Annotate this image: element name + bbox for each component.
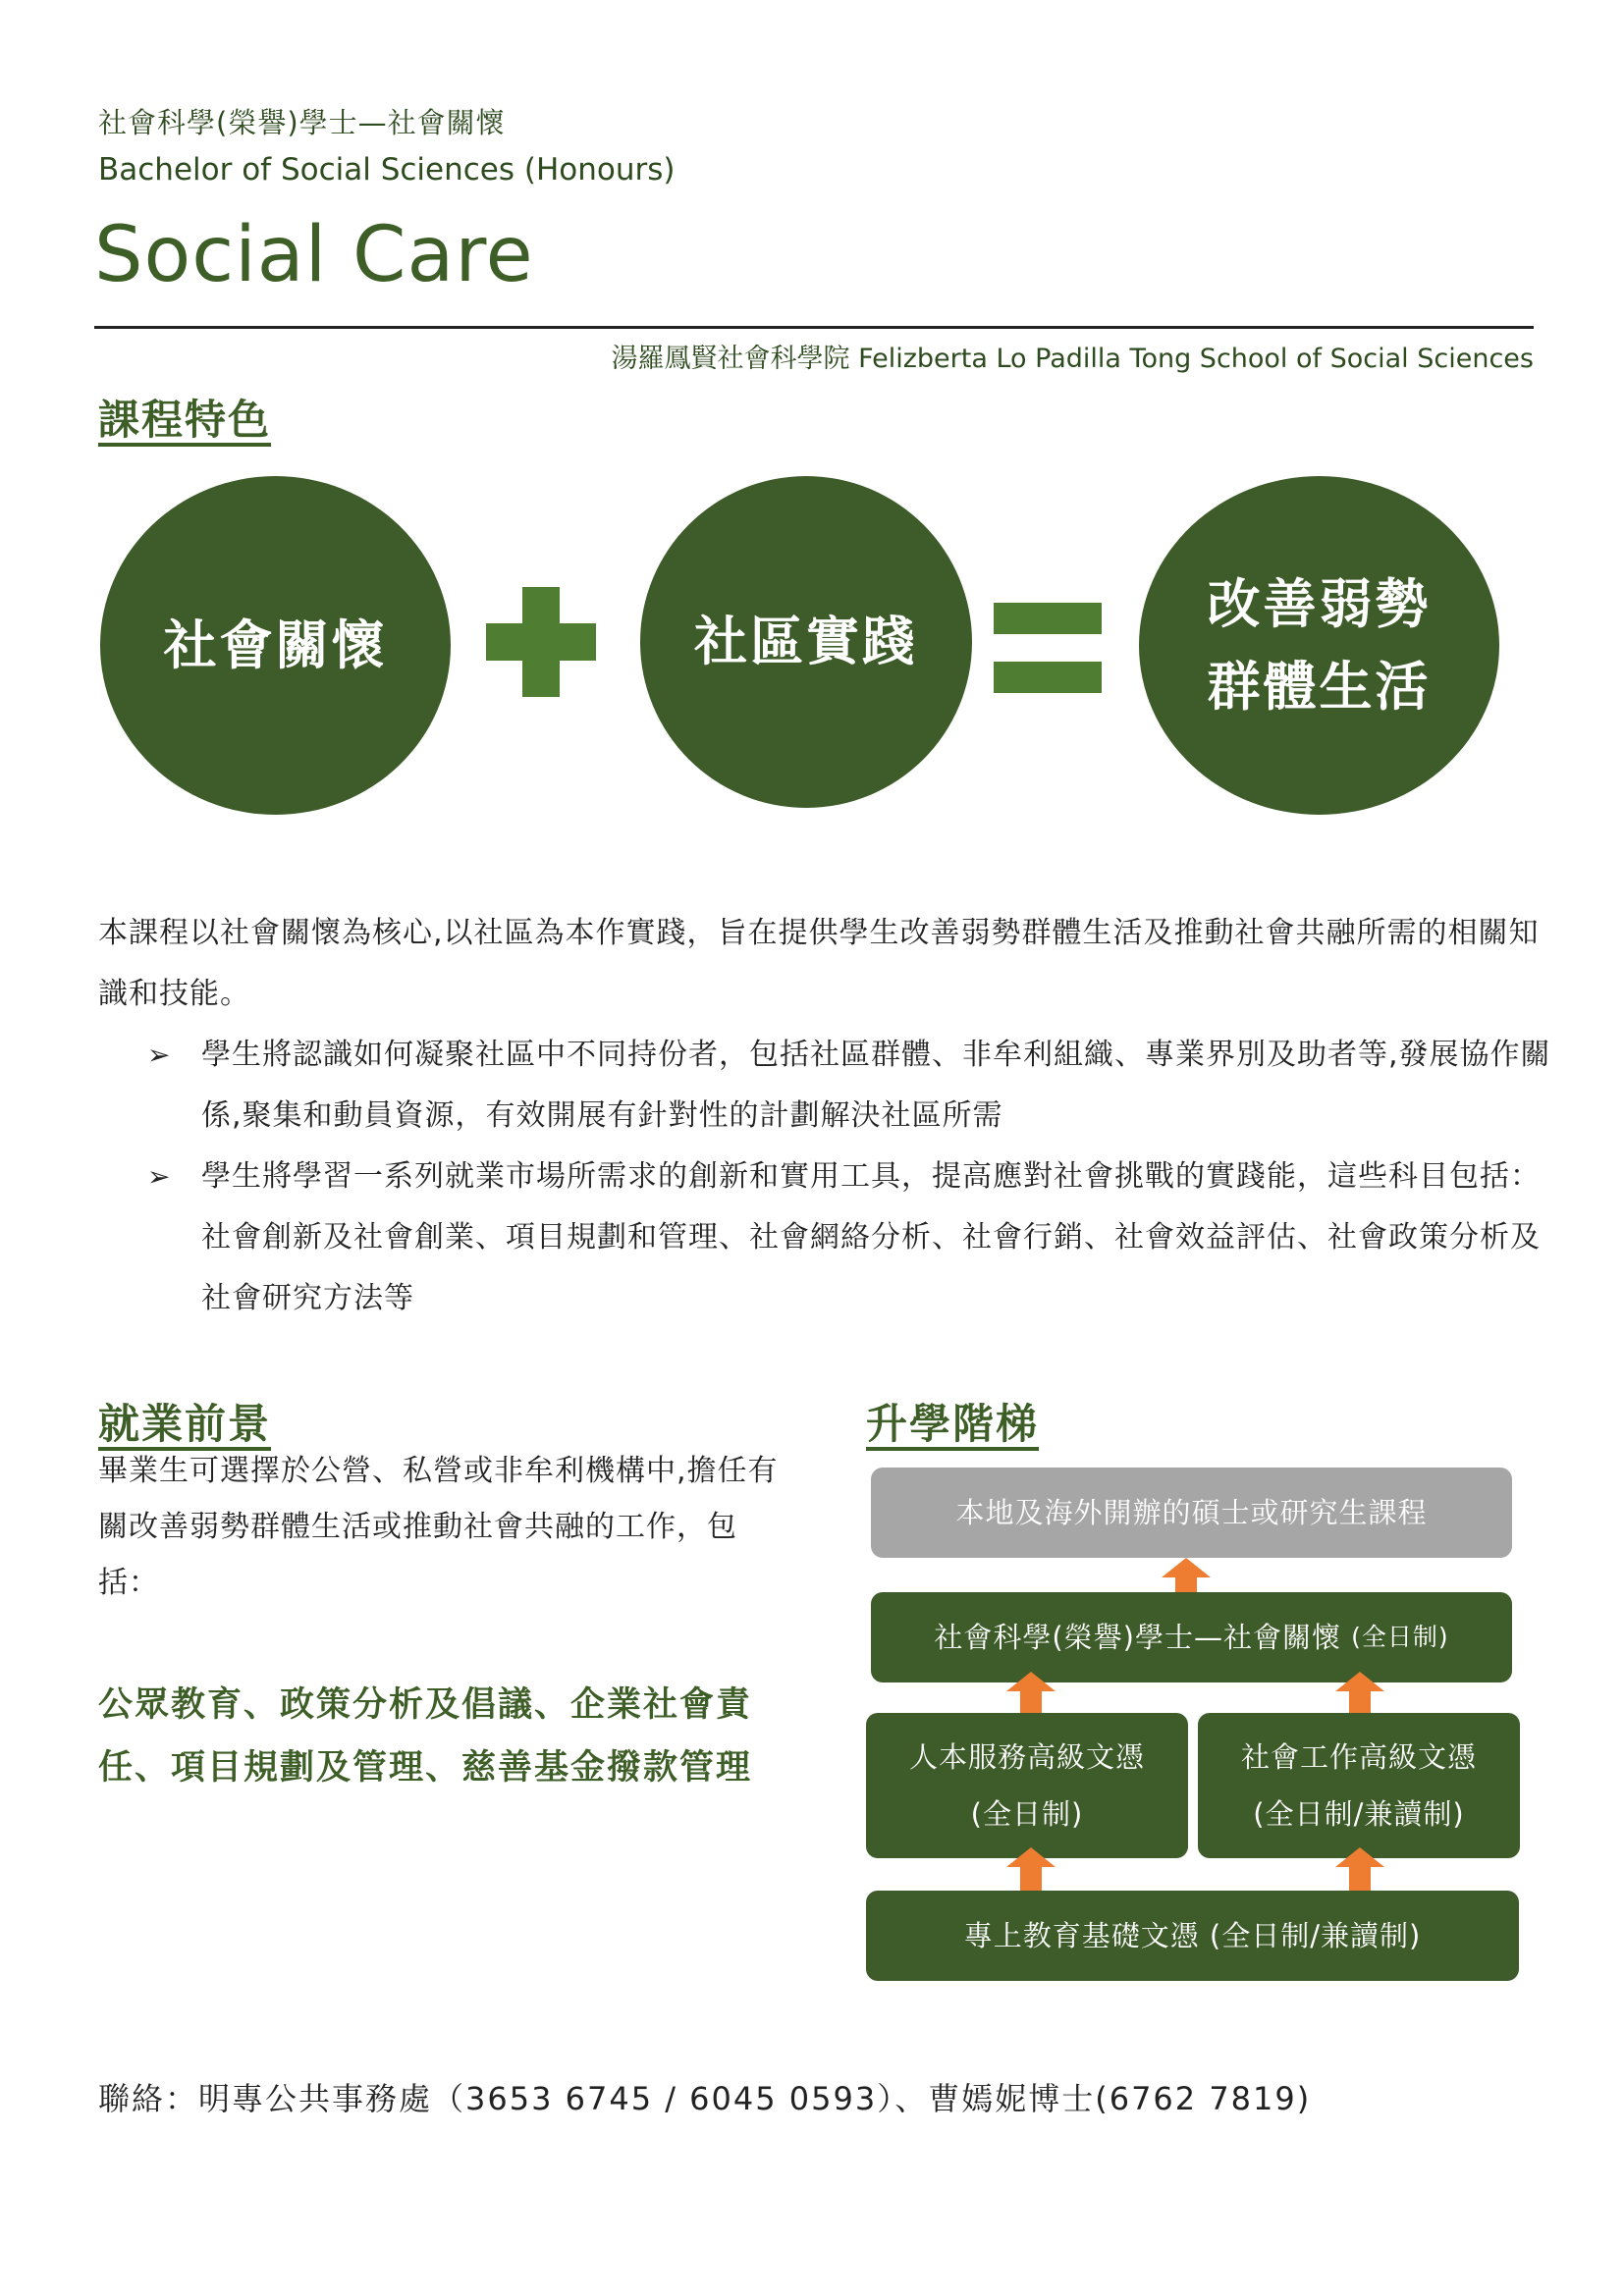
box-label: 社會科學(榮譽)學士—社會關懷 [934, 1621, 1341, 1654]
bachelor-box [871, 1592, 1512, 1682]
box-label: 人本服務高級文憑 [908, 1740, 1145, 1774]
box-mode: (全日制) [1351, 1623, 1449, 1651]
foundation-diploma-box [866, 1891, 1519, 1981]
bullet-item [147, 1147, 1551, 1329]
circle-label: 社會關懷 [163, 614, 388, 676]
bullet-arrow-icon: ➢ [147, 1039, 172, 1071]
social-work-diploma-box [1198, 1713, 1520, 1858]
postgraduate-box [871, 1468, 1512, 1558]
school-name: 湯羅鳳賢社會科學院 Felizberta Lo Padilla Tong School of Social Sciences [611, 344, 1534, 374]
box-mode: (全日制/兼讀制) [1253, 1797, 1465, 1831]
improve-lives-circle [1139, 476, 1499, 815]
career-fields: 公眾教育、政策分析及倡議、企業社會責任、項目規劃及管理、慈善基金撥款管理 [98, 1685, 753, 1788]
header-divider [94, 326, 1534, 329]
community-practice-circle [640, 476, 972, 808]
bullet-arrow-icon: ➢ [147, 1160, 172, 1193]
box-label: 本地及海外開辦的碩士或研究生課程 [955, 1496, 1428, 1529]
circle-label-line1: 改善弱勢 [1207, 572, 1432, 635]
bullet-item [147, 1025, 1551, 1147]
up-arrow-icon [1335, 1847, 1384, 1896]
plus-icon-horizontal [486, 623, 596, 661]
ladder-heading: 升學階梯 [866, 1400, 1040, 1448]
programme-name: Social Care [94, 211, 534, 299]
features-heading: 課程特色 [98, 396, 272, 444]
career-description: 畢業生可選擇於公營、私營或非牟利機構中,擔任有關改善弱勢群體生活或推動社會共融的工作，包括： [98, 1454, 779, 1600]
up-arrow-icon [1006, 1847, 1056, 1896]
equals-icon-bottom [994, 662, 1102, 693]
career-heading: 就業前景 [98, 1400, 272, 1448]
bullet-text: 學生將學習一系列就業市場所需求的創新和實用工具，提高應對社會挑戰的實踐能，這些科目包括：社會創新及社會創業、項目規劃和管理、社會網絡分析、社會行銷、社會效益評估、社會政策分析及社會研究方法等 [201, 1159, 1541, 1315]
social-care-circle [100, 476, 451, 815]
box-label: 社會工作高級文憑 [1240, 1740, 1477, 1774]
contact-info: 聯絡：明專公共事務處（3653 6745 / 6045 0593）、曹嫣妮博士(6762 7819) [98, 2080, 1312, 2117]
circle-label-line2: 群體生活 [1207, 655, 1432, 718]
bullet-text: 學生將認識如何凝聚社區中不同持份者，包括社區群體、非牟利組織、專業界別及助者等,發展協作關係,聚集和動員資源，有效開展有針對性的計劃解決社區所需 [201, 1038, 1551, 1133]
box-label: 專上教育基礎文憑 (全日制/兼讀制) [963, 1919, 1422, 1952]
programme-intro: 本課程以社會關懷為核心,以社區為本作實踐，旨在提供學生改善弱勢群體生活及推動社會共融所需的相關知識和技能。 [98, 916, 1540, 1011]
programme-title-english: Bachelor of Social Sciences (Honours) [98, 152, 676, 187]
equals-icon-top [994, 603, 1102, 634]
programme-title-chinese: 社會科學(榮譽)學士—社會關懷 [98, 106, 506, 139]
circle-label: 社區實踐 [694, 611, 918, 673]
box-mode: (全日制) [970, 1797, 1084, 1831]
human-services-diploma-box [866, 1713, 1188, 1858]
